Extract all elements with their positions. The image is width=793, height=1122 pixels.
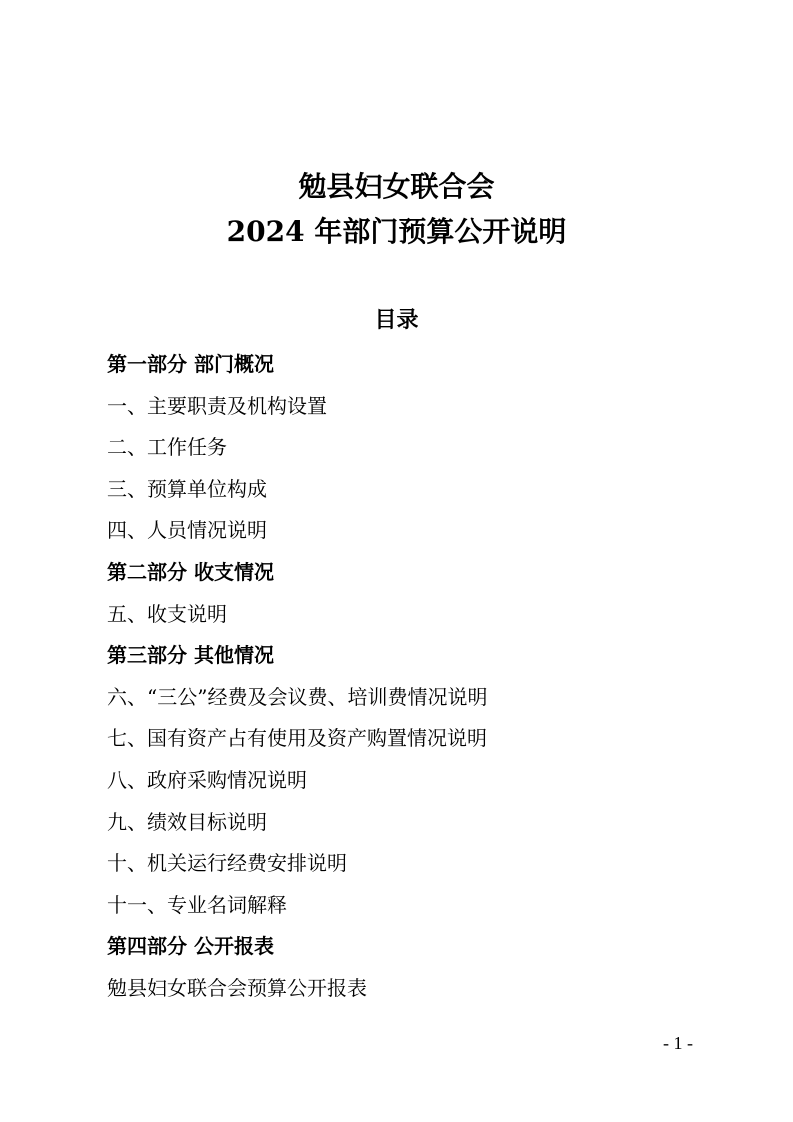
toc-part-1: 第一部分 部门概况 xyxy=(107,352,274,376)
toc-item-9: 九、绩效目标说明 xyxy=(107,809,267,834)
table-of-contents xyxy=(107,344,487,1010)
toc-item-7: 七、国有资产占有使用及资产购置情况说明 xyxy=(107,726,487,751)
toc-item-1: 一、主要职责及机构设置 xyxy=(107,393,327,418)
document-title-line-2: 2024 年部门预算公开说明 xyxy=(226,215,567,248)
toc-part-4: 第四部分 公开报表 xyxy=(107,934,274,959)
toc-item-6: 六、“三公”经费及会议费、培训费情况说明 xyxy=(107,684,488,709)
toc-item-4: 四、人员情况说明 xyxy=(107,518,267,543)
toc-item-3: 三、预算单位构成 xyxy=(107,476,267,501)
document-title-line-1: 勉县妇女联合会 xyxy=(298,170,495,203)
toc-part-3: 第三部分 其他情况 xyxy=(107,643,274,668)
toc-heading: 目录 xyxy=(374,307,419,333)
page-number: - 1 - xyxy=(663,1033,693,1053)
toc-item-2: 二、工作任务 xyxy=(107,435,227,460)
toc-item-5: 五、收支说明 xyxy=(107,601,227,626)
toc-item-8: 八、政府采购情况说明 xyxy=(107,767,307,792)
toc-item-10: 十、机关运行经费安排说明 xyxy=(107,851,347,876)
toc-item-11: 十一、专业名词解释 xyxy=(107,892,287,917)
toc-part-2: 第二部分 收支情况 xyxy=(107,559,274,584)
toc-item-report: 勉县妇女联合会预算公开报表 xyxy=(107,975,367,1000)
